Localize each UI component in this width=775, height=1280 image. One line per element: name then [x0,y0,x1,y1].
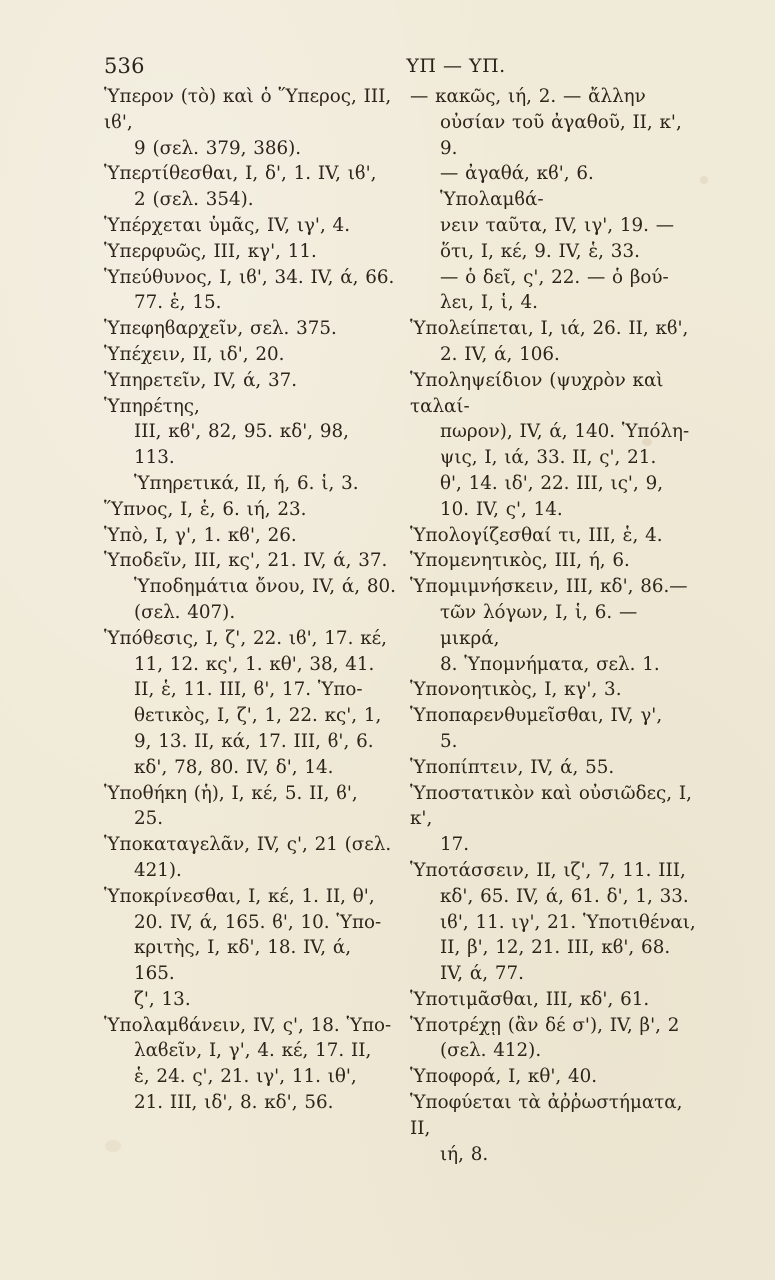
index-entry-line: Ὑπὸ, I, γ', 1. κϐ', 26. [104,524,297,546]
index-entry [410,858,700,987]
index-entry-line: οὐσίαν τοῦ ἀγαθοῦ, II, κ', 9. [440,111,682,159]
index-entry-line: 10. IV, ς', 14. [440,498,563,520]
index-entry-line: Ὑποδεῖν, III, κς', 21. IV, ά, 37. [104,550,388,572]
index-entry-line: — ἀγαθά, κϐ', 6. Ὑπολαμϐά- [440,163,594,211]
index-entry [410,84,700,316]
index-entry-line: Ὑπομιμνήσκειν, III, κδ', 86.— [410,576,688,598]
index-entry-line: θ', 14. ιδ', 22. III, ις', 9, [440,472,664,494]
index-entry-line: Ὑπερτίθεσθαι, I, δ', 1. IV, ιϐ', [104,163,377,185]
index-entry-line: II, ἑ, 11. III, ϐ', 17. Ὑπο- [134,679,363,701]
index-entry [410,574,700,677]
index-entry-line: Ὑποπίπτειν, IV, ά, 55. [410,756,615,778]
index-entry [104,523,396,549]
index-entry-line: κριτὴς, I, κδ', 18. IV, ά, 165. [134,937,352,985]
index-entry-line: 9, 13. II, κά, 17. III, ϐ', 6. [134,730,374,752]
index-entry-line: Ὑποκρίνεσθαι, I, κέ, 1. II, θ', [104,885,375,907]
index-entry-line: (σελ. 412). [440,1040,542,1062]
index-entry-line: Ὑπεφηϐαρχεῖν, σελ. 375. [104,318,337,340]
index-entry-line: 11, 12. κς', 1. κθ', 38, 41. [134,653,375,675]
index-entry [104,161,396,213]
paper-foxing-spot [700,176,708,184]
index-entry-line: λαϐεῖν, I, γ', 4. κέ, 17. II, [134,1040,372,1062]
index-entry [410,1013,700,1065]
index-entry-line: Ὑπηρετικά, II, ή, 6. ἱ, 3. [134,472,359,494]
index-entry-line: 20. IV, ά, 165. ϐ', 10. Ὑπο- [134,911,382,933]
index-entry [104,497,396,523]
index-entry-line: Ὑπέχειν, II, ιδ', 20. [104,343,285,365]
index-entry [410,703,700,755]
index-entry-line: ζ', 13. [134,988,191,1010]
running-head: ΥΠ — ΥΠ. [406,55,506,77]
index-entry [410,677,700,703]
index-entry-line: 9 (σελ. 379, 386). [134,137,302,159]
index-entry-line: 25. [134,808,164,830]
page-number: 536 [104,54,145,78]
index-entry-line: νειν ταῦτα, IV, ιγ', 19. — [440,214,675,236]
index-columns [104,84,700,1165]
index-entry-line: Ὑπόθεσις, I, ζ', 22. ιϐ', 17. κέ, [104,627,387,649]
index-entry-line: τῶν λόγων, I, ἱ, 6. — μικρά, [440,601,638,649]
index-entry-line: Ὑποστατικὸν καὶ οὐσιῶδες, I, κ', [410,782,692,830]
index-entry [104,265,396,317]
index-entry [410,523,700,549]
index-entry-line: Ὑποπαρενθυμεῖσθαι, IV, γ', [410,705,663,727]
index-entry-line: 21. III, ιδ', 8. κδ', 56. [134,1092,334,1114]
index-entry-line: ψις, I, ιά, 33. II, ς', 21. [440,447,657,469]
index-entry-line: Ὑπερφυῶς, III, κγ', 11. [104,240,317,262]
index-entry-line: Ὑπολείπεται, I, ιά, 26. II, κϐ', [410,318,689,340]
index-entry [104,832,396,884]
index-entry-line: κδ', 65. IV, ά, 61. δ', 1, 33. [440,885,689,907]
index-entry-line: ἑ, 24. ς', 21. ιγ', 11. ιθ', [134,1066,357,1088]
index-entry-line: Ὑπεύθυνος, I, ιϐ', 34. IV, ά, 66. [104,266,395,288]
index-entry-line: ιϐ', 11. ιγ', 21. Ὑποτιθέναι, [440,911,696,933]
index-entry [410,987,700,1013]
index-entry [410,548,700,574]
index-entry [410,368,700,523]
page-header [104,50,700,82]
left-index-column [104,84,396,1114]
index-entry-line: 2. IV, ά, 106. [440,343,560,365]
index-entry-line: Ὑποληψείδιον (ψυχρὸν καὶ ταλαί- [410,369,664,417]
index-entry-line: Ὑπέρχεται ὑμᾶς, IV, ιγ', 4. [104,214,351,236]
index-entry [104,342,396,368]
index-entry-line: Ὑπολογίζεσθαί τι, III, ἑ, 4. [410,524,663,546]
index-entry [410,1064,700,1090]
index-entry-line: Ὑποτιμᾶσθαι, III, κδ', 61. [410,988,650,1010]
index-entry-line: — ὁ δεῖ, ς', 22. — ὁ βού- [440,266,669,288]
paper-foxing-spot [105,1140,121,1152]
index-entry [410,316,700,368]
index-entry [104,626,396,781]
index-entry [104,548,396,625]
index-entry-line: λει, I, ἱ, 4. [440,292,538,314]
index-entry-line: κδ', 78, 80. IV, δ', 14. [134,756,334,778]
index-entry-line: 8. Ὑπομνήματα, σελ. 1. [440,653,660,675]
index-entry-line: III, κϐ', 82, 95. κδ', 98, 113. [134,421,349,469]
index-entry-line: Ὑποκαταγελᾶν, IV, ς', 21 (σελ. [104,834,392,856]
index-entry-line: Ὑπηρετεῖν, IV, ά, 37. Ὑπηρέτης, [104,369,298,417]
index-entry-line: — κακῶς, ιή, 2. — ἄλλην [410,86,646,107]
index-entry-line: IV, ά, 77. [440,963,524,985]
index-entry-line: (σελ. 407). [134,601,236,623]
index-entry-line: Ὑποθήκη (ἡ), I, κέ, 5. II, ϐ', [104,782,358,804]
index-entry-line: Ὑποδημάτια ὄνου, IV, ά, 80. [134,576,396,598]
right-index-column [410,84,700,1165]
index-entry [104,213,396,239]
index-entry-line: 77. ἑ, 15. [134,292,222,314]
index-entry [104,1013,396,1116]
index-entry [104,781,396,833]
index-entry-line: ὅτι, I, κέ, 9. IV, ἑ, 33. [440,240,640,262]
index-entry [410,755,700,781]
index-entry-line: Ὕπνος, I, ἑ, 6. ιή, 23. [104,498,307,520]
index-entry-line: 5. [440,730,458,752]
index-entry-line: πωρον), IV, ά, 140. Ὑπόλη- [440,421,690,443]
index-entry [410,781,700,858]
index-entry-line: Ὑποφύεται τὰ ἀῤῥωστήματα, II, [410,1092,683,1139]
index-entry-line: Ὑπομενητικὸς, III, ή, 6. [410,550,630,572]
index-entry [104,239,396,265]
index-entry-line: Ὑποφορά, I, κθ', 40. [410,1066,598,1088]
index-entry [104,316,396,342]
index-entry-line: II, β', 12, 21. III, κϐ', 68. [440,937,671,959]
index-entry [104,884,396,1013]
index-entry [104,368,396,497]
index-entry-line: Ὑποτάσσειν, II, ιζ', 7, 11. III, [410,859,686,881]
index-entry-line: Ὑπονοητικὸς, I, κγ', 3. [410,679,622,701]
index-entry-line: Ὑποτρέχῃ (ἂν δέ σ'), IV, β', 2 [410,1014,680,1036]
index-entry-line: Ὑπολαμϐάνειν, IV, ς', 18. Ὑπο- [104,1014,392,1036]
index-entry-line: Ὑπερον (τὸ) καὶ ὁ Ὕπερος, III, ιϐ', [104,86,392,133]
index-entry-line: ιή, 8. [440,1143,489,1165]
index-entry-line: 421). [134,859,182,881]
index-entry-line: 2 (σελ. 354). [134,189,254,211]
index-entry-line: θετικὸς, I, ζ', 1, 22. κς', 1, [134,705,382,727]
index-entry-line: 17. [440,834,470,856]
index-entry [410,1090,700,1167]
index-entry [104,84,396,161]
